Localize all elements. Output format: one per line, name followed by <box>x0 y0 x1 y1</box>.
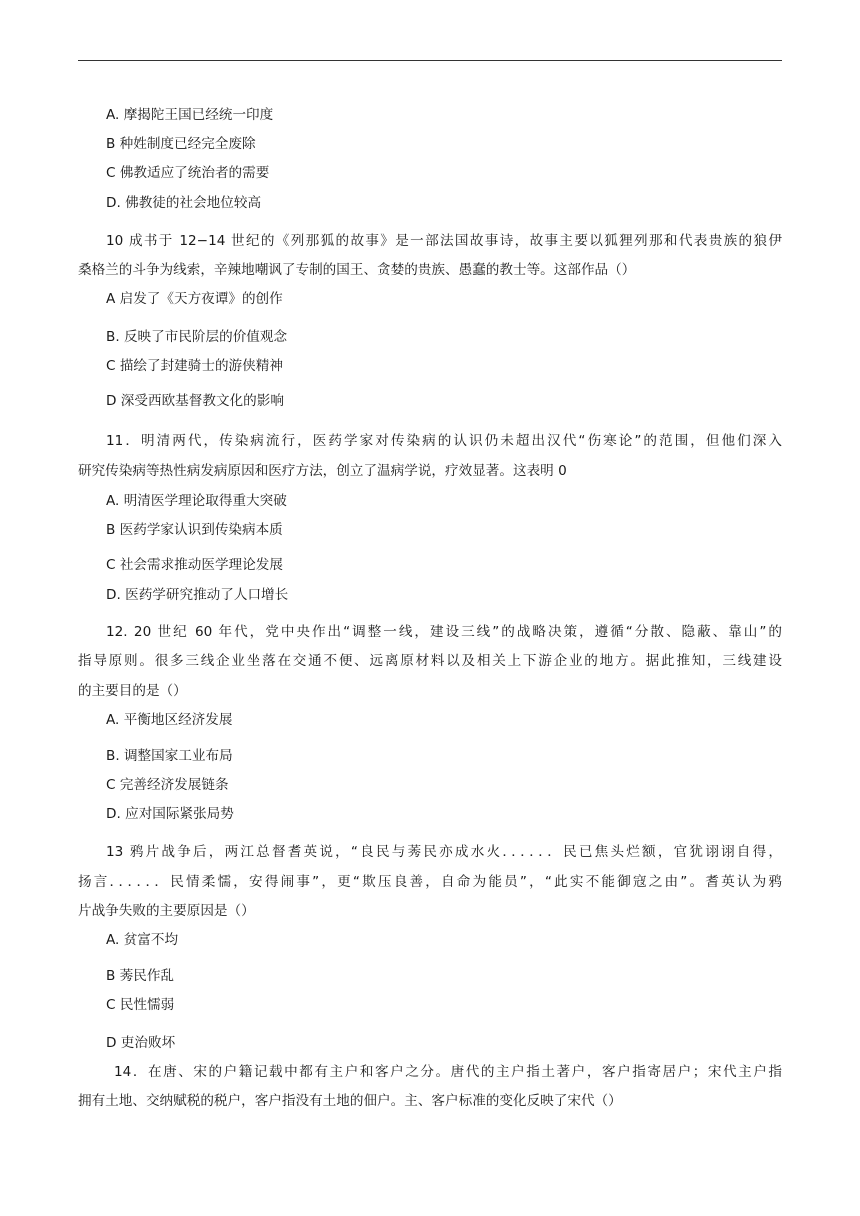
q11-option-a: A. 明清医学理论取得重大突破 <box>106 493 287 509</box>
q10-option-d: D 深受西欧基督教文化的影响 <box>106 393 284 409</box>
q13-option-a: A. 贫富不均 <box>106 932 179 948</box>
q14-stem-line1: 14．在唐、宋的户籍记载中都有主户和客户之分。唐代的主户指土著户，客户指寄居户；宋代主户指 <box>114 1064 782 1080</box>
q13-option-d: D 吏治败坏 <box>106 1035 176 1051</box>
q9-option-c: C 佛教适应了统治者的需要 <box>106 165 270 181</box>
q13-stem-line2: 扬言．．．．．．民情柔懦，安得闹事”，更“欺压良善，自命为能员”，“此实不能御寇之由”。耆英认为鸦 <box>78 874 782 890</box>
q11-option-c: C 社会需求推动医学理论发展 <box>106 557 283 573</box>
q12-option-b: B. 调整国家工业布局 <box>106 748 233 764</box>
q13-stem-line3: 片战争失败的主要原因是（） <box>78 903 255 919</box>
q12-stem-line1: 12. 20 世纪 60 年代，党中央作出“调整一线，建设三线”的战略决策，遵循“分散、隐蔽、靠山”的 <box>106 624 782 640</box>
q11-stem-line2: 研究传染病等热性病发病原因和医疗方法，创立了温病学说，疗效显著。这表明 0 <box>78 463 567 479</box>
q12-option-c: C 完善经济发展链条 <box>106 777 229 793</box>
q11-option-d: D. 医药学研究推动了人口增长 <box>106 587 289 603</box>
q12-option-d: D. 应对国际紧张局势 <box>106 806 234 822</box>
header-rule <box>78 60 782 61</box>
q10-option-c: C 描绘了封建骑士的游侠精神 <box>106 358 283 374</box>
q12-option-a: A. 平衡地区经济发展 <box>106 712 233 728</box>
q13-option-b: B 莠民作乱 <box>106 968 175 984</box>
q13-option-c: C 民性懦弱 <box>106 997 175 1013</box>
q10-option-a: A 启发了《天方夜谭》的创作 <box>106 291 283 307</box>
q11-option-b: B 医药学家认识到传染病本质 <box>106 522 283 538</box>
q10-option-b: B. 反映了市民阶层的价值观念 <box>106 329 288 345</box>
q11-stem-line1: 11．明清两代，传染病流行，医药学家对传染病的认识仍未超出汉代“伤寒论”的范围，但他们深入 <box>106 433 782 449</box>
q13-stem-line1: 13 鸦片战争后，两江总督耆英说，“良民与莠民亦成水火．．．．．．民已焦头烂额，官犹诩诩自得， <box>106 844 782 860</box>
q10-stem-line1: 10 成书于 12−14 世纪的《列那狐的故事》是一部法国故事诗，故事主要以狐狸列那和代表贵族的狼伊 <box>106 233 782 249</box>
q9-option-d: D. 佛教徒的社会地位较高 <box>106 195 262 211</box>
q9-option-a: A. 摩揭陀王国已经统一印度 <box>106 107 274 123</box>
q9-option-b: B 种姓制度已经完全废除 <box>106 136 256 152</box>
q12-stem-line2: 指导原则。很多三线企业坐落在交通不便、远离原材料以及相关上下游企业的地方。据此推知，三线建设 <box>78 653 782 669</box>
q14-stem-line2: 拥有土地、交纳赋税的税户，客户指没有土地的佃户。主、客户标准的变化反映了宋代（） <box>78 1093 622 1109</box>
q10-stem-line2: 桑格兰的斗争为线索，辛辣地嘲讽了专制的国王、贪婪的贵族、愚蠢的教士等。这部作品（） <box>78 262 636 278</box>
q12-stem-line3: 的主要目的是（） <box>78 683 187 699</box>
